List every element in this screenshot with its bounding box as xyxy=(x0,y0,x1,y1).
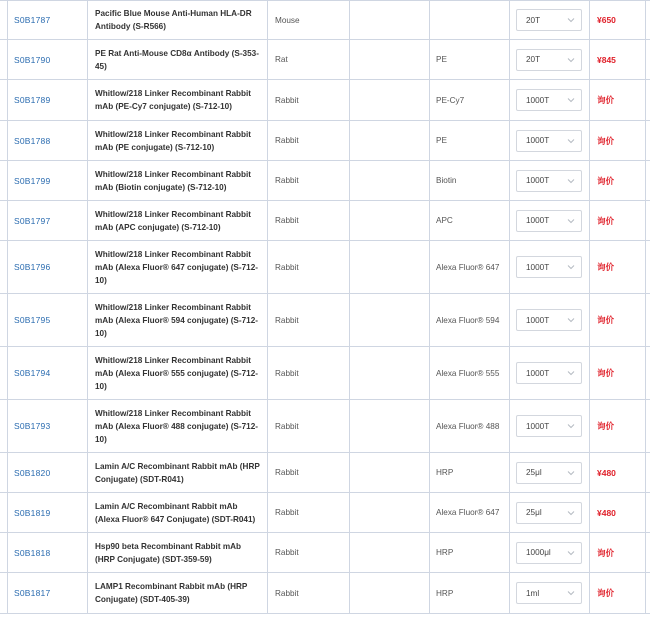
size-value: 1000T xyxy=(526,95,550,105)
cell-price xyxy=(590,1,646,39)
conjugate-label: Alexa Fluor® 647 xyxy=(436,262,500,272)
cell-price xyxy=(590,493,646,532)
size-select[interactable] xyxy=(516,415,582,437)
cell-size xyxy=(510,40,590,79)
conjugate-label: Biotin xyxy=(436,176,457,185)
conjugate-label: HRP xyxy=(436,468,454,477)
cell-code xyxy=(8,121,88,160)
cell-size xyxy=(510,161,590,200)
size-select[interactable] xyxy=(516,309,582,331)
product-name: Whitlow/218 Linker Recombinant Rabbit mAb (Biotin conjugate) (S-712-10) xyxy=(95,169,252,192)
row-spacer xyxy=(0,533,8,572)
product-name: LAMP1 Recombinant Rabbit mAb (HRP Conjugate) (SDT-405-39) xyxy=(95,582,248,604)
row-spacer xyxy=(0,241,8,293)
size-select[interactable] xyxy=(516,502,582,524)
product-name: Whitlow/218 Linker Recombinant Rabbit mAb (Alexa Fluor® 594 conjugate) (S-712-10) xyxy=(95,302,258,338)
size-value: 1000T xyxy=(526,368,550,378)
cell-empty xyxy=(350,80,430,120)
conjugate-label: Alexa Fluor® 647 xyxy=(436,508,500,517)
row-spacer xyxy=(0,294,8,346)
product-code-link[interactable]: S0B1794 xyxy=(14,368,51,378)
price-label: 询价 xyxy=(597,315,615,325)
size-value: 1000T xyxy=(526,216,550,225)
price-label: ¥845 xyxy=(597,54,616,65)
cell-price xyxy=(590,80,646,120)
cell-conjugate xyxy=(430,80,510,120)
price-label: ¥480 xyxy=(597,507,616,518)
cell-code xyxy=(8,453,88,492)
product-name: Whitlow/218 Linker Recombinant Rabbit mAb (Alexa Fluor® 647 conjugate) (S-712-10) xyxy=(95,249,258,285)
conjugate-label: HRP xyxy=(436,588,454,598)
cell-host xyxy=(268,493,350,532)
table-row xyxy=(0,0,650,40)
product-name: Lamin A/C Recombinant Rabbit mAb (Alexa Fluor® 647 Conjugate) (SDT-R041) xyxy=(95,501,256,524)
cell-code xyxy=(8,533,88,572)
conjugate-label: PE xyxy=(436,136,447,145)
cell-empty xyxy=(350,400,430,452)
cell-empty xyxy=(350,294,430,346)
size-value: 1000T xyxy=(526,262,550,272)
cell-name xyxy=(88,347,268,399)
cell-host xyxy=(268,40,350,79)
cell-price xyxy=(590,294,646,346)
size-select[interactable] xyxy=(516,362,582,384)
cell-empty xyxy=(350,121,430,160)
product-code-link[interactable]: S0B1788 xyxy=(14,135,51,146)
chevron-down-icon xyxy=(567,16,575,24)
product-code-link[interactable]: S0B1796 xyxy=(14,262,51,272)
product-name: Whitlow/218 Linker Recombinant Rabbit mAb (APC conjugate) (S-712-10) xyxy=(95,209,252,232)
cell-name xyxy=(88,573,268,613)
row-spacer xyxy=(0,80,8,120)
cell-name xyxy=(88,400,268,452)
cell-price xyxy=(590,40,646,79)
chevron-down-icon xyxy=(567,217,575,225)
cell-conjugate xyxy=(430,533,510,572)
product-code-link[interactable]: S0B1797 xyxy=(14,215,51,226)
cell-price xyxy=(590,453,646,492)
cell-empty xyxy=(350,161,430,200)
product-code-link[interactable]: S0B1789 xyxy=(14,95,51,105)
conjugate-label: PE xyxy=(436,55,447,64)
product-code-link[interactable]: S0B1799 xyxy=(14,175,51,186)
product-name: PE Rat Anti-Mouse CD8α Antibody (S-353-45) xyxy=(95,48,259,71)
chevron-down-icon xyxy=(567,589,575,597)
chevron-down-icon xyxy=(567,422,575,430)
cell-empty xyxy=(350,40,430,79)
cell-conjugate xyxy=(430,453,510,492)
row-spacer xyxy=(0,161,8,200)
cell-size xyxy=(510,121,590,160)
product-name: Whitlow/218 Linker Recombinant Rabbit mAb (PE-Cy7 conjugate) (S-712-10) xyxy=(95,89,252,111)
cell-size xyxy=(510,241,590,293)
host-species: Rat xyxy=(275,55,288,64)
chevron-down-icon xyxy=(567,137,575,145)
product-code-link[interactable]: S0B1790 xyxy=(14,54,51,65)
cell-price xyxy=(590,573,646,613)
table-row xyxy=(0,294,650,347)
cell-size xyxy=(510,533,590,572)
cell-empty xyxy=(350,533,430,572)
cell-conjugate xyxy=(430,400,510,452)
size-value: 1000T xyxy=(526,136,550,145)
row-spacer xyxy=(0,347,8,399)
cell-price xyxy=(590,241,646,293)
product-code-link[interactable]: S0B1793 xyxy=(14,421,51,431)
chevron-down-icon xyxy=(567,549,575,557)
host-species: Rabbit xyxy=(275,95,299,105)
cell-size xyxy=(510,493,590,532)
price-label: 询价 xyxy=(597,175,615,186)
cell-size xyxy=(510,453,590,492)
cell-host xyxy=(268,161,350,200)
cell-name xyxy=(88,533,268,572)
table-row xyxy=(0,80,650,121)
cell-host xyxy=(268,201,350,240)
cell-name xyxy=(88,80,268,120)
cell-host xyxy=(268,400,350,452)
price-label: 询价 xyxy=(597,588,615,598)
size-select[interactable] xyxy=(516,89,582,111)
size-select[interactable] xyxy=(516,49,582,71)
cell-conjugate xyxy=(430,161,510,200)
size-select[interactable] xyxy=(516,170,582,192)
chevron-down-icon xyxy=(567,369,575,377)
conjugate-label: APC xyxy=(436,216,453,225)
conjugate-label: Alexa Fluor® 594 xyxy=(436,315,500,325)
cell-empty xyxy=(350,201,430,240)
size-value: 1ml xyxy=(526,588,540,598)
cell-size xyxy=(510,347,590,399)
product-name: Whitlow/218 Linker Recombinant Rabbit mAb (PE conjugate) (S-712-10) xyxy=(95,129,252,152)
cell-code xyxy=(8,294,88,346)
chevron-down-icon xyxy=(567,56,575,64)
cell-price xyxy=(590,533,646,572)
product-code-link[interactable]: S0B1820 xyxy=(14,467,51,478)
cell-code xyxy=(8,493,88,532)
price-label: 询价 xyxy=(597,547,615,558)
product-code-link[interactable]: S0B1795 xyxy=(14,315,51,325)
cell-conjugate xyxy=(430,1,510,39)
host-species: Rabbit xyxy=(275,262,299,272)
table-row xyxy=(0,121,650,161)
host-species: Rabbit xyxy=(275,421,299,431)
product-code-link[interactable]: S0B1818 xyxy=(14,547,51,558)
cell-conjugate xyxy=(430,121,510,160)
table-row xyxy=(0,493,650,533)
host-species: Rabbit xyxy=(275,588,299,598)
price-label: 询价 xyxy=(597,135,615,146)
cell-conjugate xyxy=(430,573,510,613)
cell-name xyxy=(88,161,268,200)
size-select[interactable] xyxy=(516,210,582,232)
host-species: Rabbit xyxy=(275,315,299,325)
table-row xyxy=(0,161,650,201)
size-value: 1000T xyxy=(526,176,550,185)
cell-conjugate xyxy=(430,347,510,399)
cell-conjugate xyxy=(430,241,510,293)
cell-conjugate xyxy=(430,201,510,240)
cell-conjugate xyxy=(430,294,510,346)
size-select[interactable] xyxy=(516,256,582,278)
chevron-down-icon xyxy=(567,263,575,271)
price-label: 询价 xyxy=(597,368,615,378)
cell-host xyxy=(268,347,350,399)
cell-empty xyxy=(350,493,430,532)
size-value: 25μl xyxy=(526,468,542,477)
row-spacer xyxy=(0,453,8,492)
product-name: Whitlow/218 Linker Recombinant Rabbit mAb (Alexa Fluor® 488 conjugate) (S-712-10) xyxy=(95,408,258,444)
size-select[interactable] xyxy=(516,542,582,564)
cell-name xyxy=(88,40,268,79)
cell-size xyxy=(510,1,590,39)
size-select[interactable] xyxy=(516,582,582,604)
cell-code xyxy=(8,400,88,452)
price-label: 询价 xyxy=(597,95,615,105)
cell-price xyxy=(590,201,646,240)
cell-price xyxy=(590,400,646,452)
cell-price xyxy=(590,161,646,200)
price-label: ¥480 xyxy=(597,467,616,478)
table-row xyxy=(0,347,650,400)
product-name: Lamin A/C Recombinant Rabbit mAb (HRP Conjugate) (SDT-R041) xyxy=(95,461,260,484)
price-label: ¥650 xyxy=(597,15,616,25)
conjugate-label: Alexa Fluor® 488 xyxy=(436,421,500,431)
cell-empty xyxy=(350,241,430,293)
table-row xyxy=(0,40,650,80)
chevron-down-icon xyxy=(567,177,575,185)
host-species: Rabbit xyxy=(275,508,299,517)
cell-empty xyxy=(350,347,430,399)
cell-size xyxy=(510,201,590,240)
cell-host xyxy=(268,453,350,492)
table-row xyxy=(0,453,650,493)
size-value: 20T xyxy=(526,55,541,64)
cell-price xyxy=(590,347,646,399)
host-species: Rabbit xyxy=(275,368,299,378)
cell-host xyxy=(268,121,350,160)
row-spacer xyxy=(0,40,8,79)
row-spacer xyxy=(0,493,8,532)
cell-name xyxy=(88,1,268,39)
host-species: Rabbit xyxy=(275,136,299,145)
size-value: 1000μl xyxy=(526,548,551,557)
cell-empty xyxy=(350,1,430,39)
table-row xyxy=(0,400,650,453)
cell-price xyxy=(590,121,646,160)
chevron-down-icon xyxy=(567,316,575,324)
host-species: Rabbit xyxy=(275,176,299,185)
size-select[interactable] xyxy=(516,462,582,484)
conjugate-label: HRP xyxy=(436,548,454,557)
row-spacer xyxy=(0,400,8,452)
cell-code xyxy=(8,573,88,613)
size-value: 20T xyxy=(526,15,541,25)
cell-code xyxy=(8,40,88,79)
price-label: 询价 xyxy=(597,421,615,431)
host-species: Rabbit xyxy=(275,468,299,477)
host-species: Mouse xyxy=(275,15,300,25)
product-code-link[interactable]: S0B1787 xyxy=(14,15,51,25)
cell-size xyxy=(510,80,590,120)
cell-code xyxy=(8,241,88,293)
size-value: 25μl xyxy=(526,508,542,517)
cell-host xyxy=(268,1,350,39)
size-select[interactable] xyxy=(516,130,582,152)
row-spacer xyxy=(0,121,8,160)
cell-name xyxy=(88,453,268,492)
cell-size xyxy=(510,573,590,613)
cell-name xyxy=(88,201,268,240)
chevron-down-icon xyxy=(567,509,575,517)
cell-code xyxy=(8,1,88,39)
cell-conjugate xyxy=(430,493,510,532)
row-spacer xyxy=(0,201,8,240)
cell-code xyxy=(8,347,88,399)
table-row xyxy=(0,201,650,241)
table-row xyxy=(0,573,650,614)
size-select[interactable] xyxy=(516,9,582,31)
cell-host xyxy=(268,294,350,346)
cell-conjugate xyxy=(430,40,510,79)
price-label: 询价 xyxy=(597,262,615,272)
cell-empty xyxy=(350,573,430,613)
cell-name xyxy=(88,294,268,346)
cell-name xyxy=(88,241,268,293)
cell-host xyxy=(268,241,350,293)
conjugate-label: PE-Cy7 xyxy=(436,95,465,105)
host-species: Rabbit xyxy=(275,216,299,225)
row-spacer xyxy=(0,573,8,613)
cell-code xyxy=(8,201,88,240)
conjugate-label: Alexa Fluor® 555 xyxy=(436,368,500,378)
size-value: 1000T xyxy=(526,421,550,431)
row-spacer xyxy=(0,1,8,39)
cell-size xyxy=(510,294,590,346)
table-row xyxy=(0,241,650,294)
cell-name xyxy=(88,493,268,532)
chevron-down-icon xyxy=(567,469,575,477)
host-species: Rabbit xyxy=(275,548,299,557)
product-code-link[interactable]: S0B1817 xyxy=(14,588,51,598)
price-label: 询价 xyxy=(597,215,615,226)
product-name: Pacific Blue Mouse Anti-Human HLA-DR Antibody (S-R566) xyxy=(95,9,252,31)
cell-name xyxy=(88,121,268,160)
cell-size xyxy=(510,400,590,452)
product-name: Hsp90 beta Recombinant Rabbit mAb (HRP Conjugate) (SDT-359-59) xyxy=(95,541,242,564)
product-code-link[interactable]: S0B1819 xyxy=(14,507,51,518)
cell-host xyxy=(268,533,350,572)
product-name: Whitlow/218 Linker Recombinant Rabbit mAb (Alexa Fluor® 555 conjugate) (S-712-10) xyxy=(95,355,258,391)
cell-empty xyxy=(350,453,430,492)
size-value: 1000T xyxy=(526,315,550,325)
table-row xyxy=(0,533,650,573)
chevron-down-icon xyxy=(567,96,575,104)
cell-host xyxy=(268,573,350,613)
cell-code xyxy=(8,161,88,200)
cell-host xyxy=(268,80,350,120)
cell-code xyxy=(8,80,88,120)
